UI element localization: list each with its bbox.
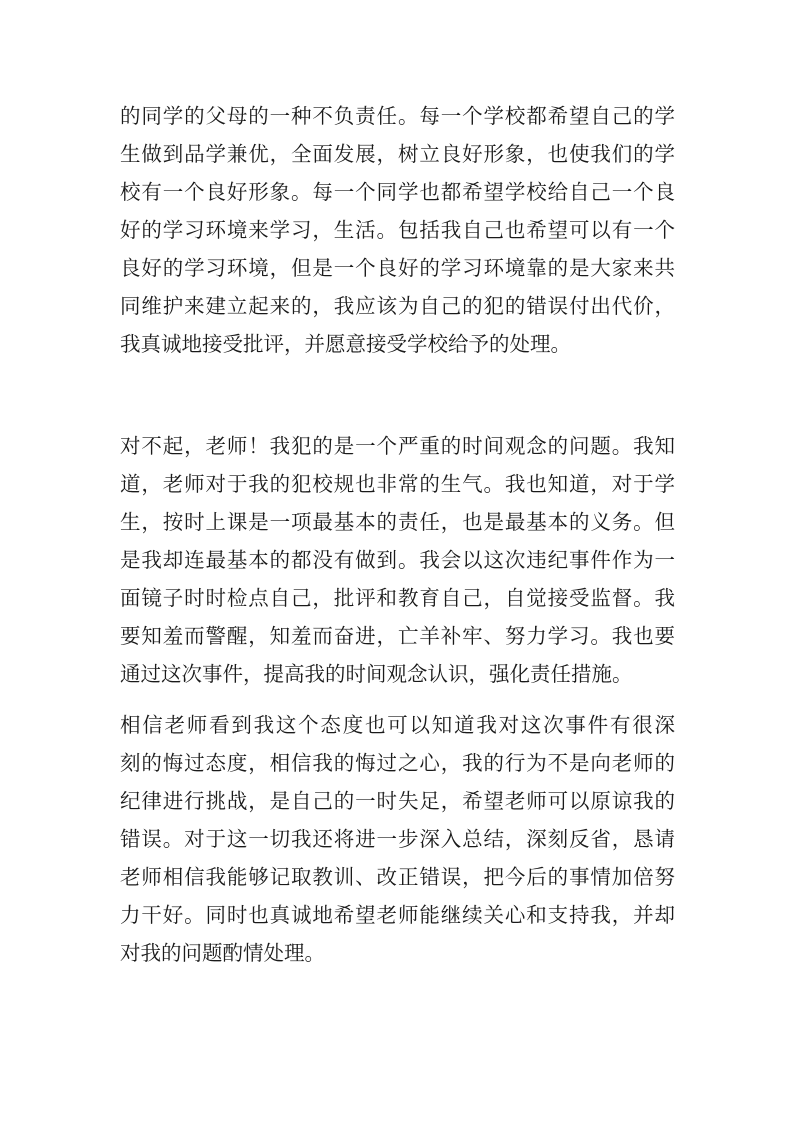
paragraph-2	[120, 427, 675, 693]
paragraph-line: 对我的问题酌情处理。	[120, 941, 325, 965]
paragraph-line: 我真诚地接受批评，并愿意接受学校给予的处理。	[120, 332, 571, 356]
paragraph-line: 要知羞而警醒，知羞而奋进，亡羊补牢、努力学习。我也要	[120, 624, 675, 648]
paragraph-1	[120, 97, 675, 363]
paragraph-line: 纪律进行挑战，是自己的一时失足，希望老师可以原谅我的	[120, 789, 675, 813]
paragraph-line: 相信老师看到我这个态度也可以知道我对这次事件有很深	[120, 713, 675, 737]
paragraph-line: 好的学习环境来学习，生活。包括我自己也希望可以有一个	[120, 218, 675, 242]
paragraph-line: 生，按时上课是一项最基本的责任，也是最基本的义务。但	[120, 510, 675, 534]
paragraph-line: 错误。对于这一切我还将进一步深入总结，深刻反省，恳请	[120, 827, 675, 851]
paragraph-line: 力干好。同时也真诚地希望老师能继续关心和支持我，并却	[120, 903, 675, 927]
paragraph-line: 校有一个良好形象。每一个同学也都希望学校给自己一个良	[120, 180, 675, 204]
paragraph-line: 老师相信我能够记取教训、改正错误，把今后的事情加倍努	[120, 865, 675, 889]
paragraph-line: 生做到品学兼优，全面发展，树立良好形象，也使我们的学	[120, 142, 675, 166]
paragraph-line: 同维护来建立起来的，我应该为自己的犯的错误付出代价，	[120, 294, 675, 318]
paragraph-line: 面镜子时时检点自己，批评和教育自己，自觉接受监督。我	[120, 586, 675, 610]
paragraph-line: 通过这次事件，提高我的时间观念认识，强化责任措施。	[120, 662, 633, 686]
paragraph-line: 的同学的父母的一种不负责任。每一个学校都希望自己的学	[120, 104, 675, 128]
paragraph-line: 良好的学习环境，但是一个良好的学习环境靠的是大家来共	[120, 256, 675, 280]
paragraph-3	[120, 706, 675, 972]
paragraph-line: 是我却连最基本的都没有做到。我会以这次违纪事件作为一	[120, 548, 675, 572]
paragraph-line: 道，老师对于我的犯校规也非常的生气。我也知道，对于学	[120, 472, 675, 496]
paragraph-line: 刻的悔过态度，相信我的悔过之心，我的行为不是向老师的	[120, 751, 675, 775]
paragraph-line: 对不起，老师！我犯的是一个严重的时间观念的问题。我知	[120, 434, 675, 458]
